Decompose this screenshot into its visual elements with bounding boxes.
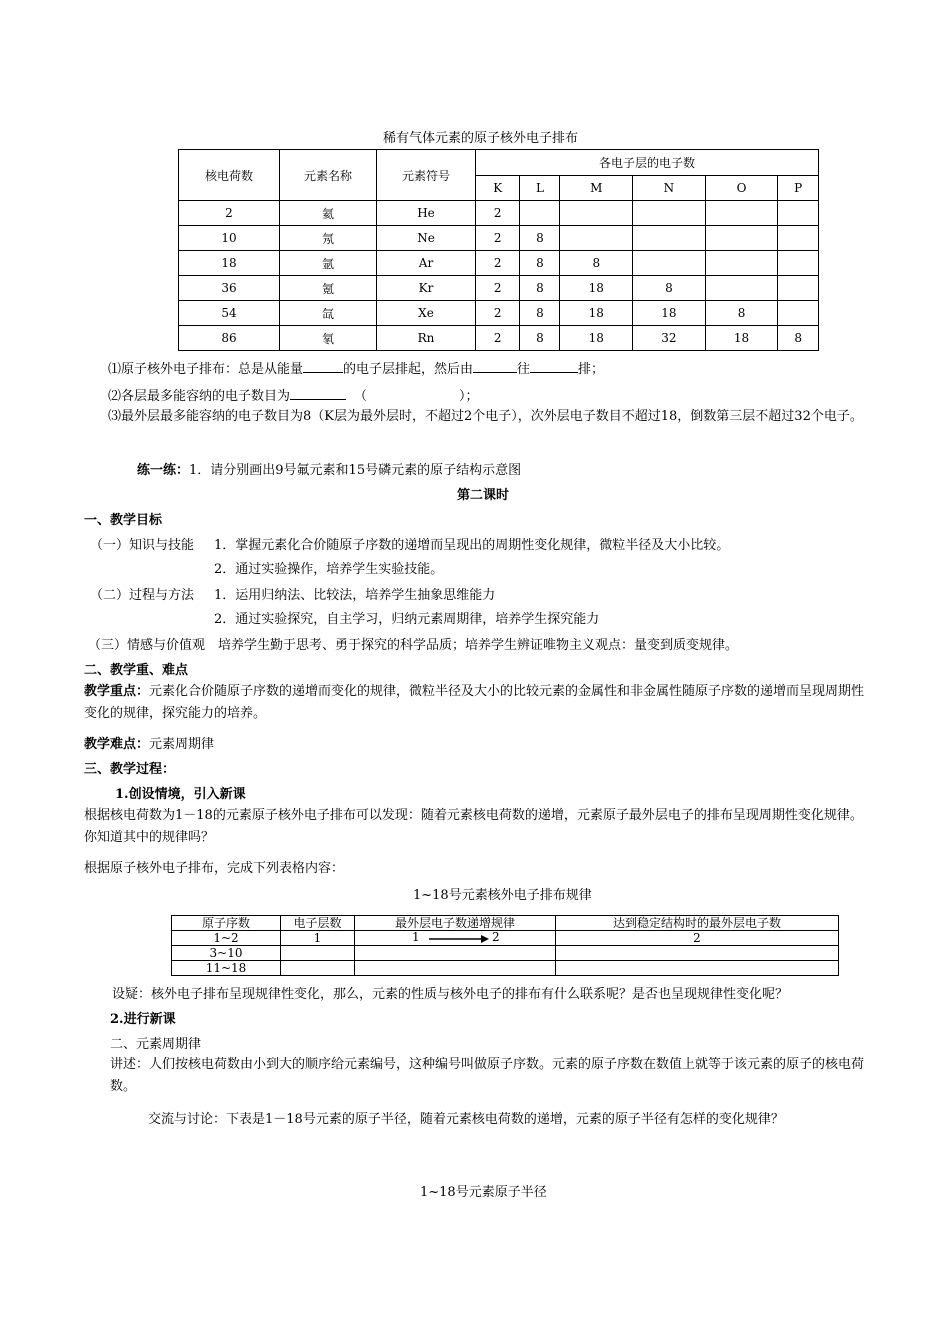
table-row	[172, 961, 839, 976]
cell: 氩	[280, 251, 377, 276]
cell: 11~18	[172, 961, 281, 976]
practice-label: 练一练：	[137, 463, 190, 478]
cell: 10	[179, 226, 280, 251]
note-1	[108, 358, 604, 377]
goals-heading: 一、教学目标	[84, 513, 163, 528]
cell: 1~2	[172, 931, 281, 946]
fill-blank[interactable]	[303, 360, 343, 373]
focus-heading: 二、教学重、难点	[84, 663, 189, 678]
narration	[110, 1054, 868, 1098]
cell: 氡	[280, 326, 377, 351]
cell: 2	[476, 226, 520, 251]
table3-caption: 1~18号元素原子半径	[420, 1185, 547, 1200]
goal-3: （三）情感与价值观 培养学生勤于思考、勇于探究的科学品质；培养学生辨证唯物主义观点：量变到质变规律。	[88, 638, 739, 653]
process-heading: 三、教学过程：	[84, 762, 176, 777]
cell	[705, 226, 778, 251]
note-2-text-c: ）；	[459, 389, 479, 404]
cell: 18	[560, 301, 633, 326]
cell	[560, 226, 633, 251]
step-2: 2.进行新课	[110, 1012, 176, 1027]
cell	[705, 276, 778, 301]
cell: 3~10	[172, 946, 281, 961]
cell: 8	[520, 276, 560, 301]
cell	[633, 251, 706, 276]
table-row	[179, 326, 819, 351]
cell: 8	[633, 276, 706, 301]
note-2-text-a: ⑵各层最多能容纳的电子数目为	[108, 389, 291, 404]
cell: 2	[476, 251, 520, 276]
cell	[778, 201, 819, 226]
cell: 8	[560, 251, 633, 276]
cell	[633, 201, 706, 226]
cell: 54	[179, 301, 280, 326]
narration-text: 讲述：人们按核电荷数由小到大的顺序给元素编号，这种编号叫做原子序数。元素的原子序数在数值上就等于该元素的原子的核电荷数。	[110, 1057, 865, 1094]
cell	[705, 251, 778, 276]
table-row	[179, 301, 819, 326]
cell	[778, 301, 819, 326]
table-row	[172, 931, 839, 946]
note-1-text-d: 排；	[578, 362, 605, 377]
header-outer-rule: 最外层电子数递增规律	[355, 916, 556, 931]
discussion: 交流与讨论：下表是1－18号元素的原子半径，随着元素核电荷数的递增，元素的原子半径有怎样的变化规律？	[148, 1112, 784, 1127]
cell: Xe	[377, 301, 476, 326]
goal-1-label: （一）知识与技能	[90, 538, 195, 553]
cell	[560, 201, 633, 226]
focus-paragraph	[84, 681, 869, 725]
cell: 18	[705, 326, 778, 351]
cell: 2	[476, 201, 520, 226]
cell: 32	[633, 326, 706, 351]
cell[interactable]	[355, 946, 556, 961]
cell: 8	[520, 326, 560, 351]
cell[interactable]	[556, 946, 839, 961]
electron-rule-table	[171, 915, 839, 976]
header-shells: 各电子层的电子数	[476, 150, 819, 176]
shell-l: L	[520, 176, 560, 201]
step-1: 1.创设情境，引入新课	[115, 787, 246, 802]
table-row	[172, 946, 839, 961]
intro-paragraph: 根据核电荷数为1－18的元素原子核外电子排布可以发现：随着元素核电荷数的递增，元素原子最外层电子的排布呈现周期性变化规律。你知道其中的规律吗？	[84, 808, 863, 845]
goal-2-item-1: 1．运用归纳法、比较法，培养学生抽象思维能力	[214, 588, 496, 603]
cell	[633, 226, 706, 251]
note-2	[108, 385, 479, 404]
fill-blank[interactable]	[530, 360, 578, 373]
difficulty-text: 元素周期律	[149, 737, 215, 752]
focus-label: 教学重点：	[84, 684, 150, 699]
cell: 2	[179, 201, 280, 226]
cell	[355, 931, 556, 946]
note-1-text-a: ⑴原子核外电子排布：总是从能量	[108, 362, 304, 377]
goal-2-item-2: 2．通过实验探究，自主学习，归纳元素周期律，培养学生探究能力	[214, 612, 600, 627]
header-shell-count: 电子层数	[281, 916, 355, 931]
cell	[778, 226, 819, 251]
goal-2-label: （二）过程与方法	[90, 588, 195, 603]
table-row	[179, 201, 819, 226]
cell: 18	[560, 276, 633, 301]
outer-start: 1	[412, 930, 420, 944]
note-2-text-b: （	[354, 389, 368, 404]
cell	[705, 201, 778, 226]
goal-1-item-2: 2．通过实验操作，培养学生实验技能。	[214, 562, 444, 577]
cell: He	[377, 201, 476, 226]
cell: 86	[179, 326, 280, 351]
table-row	[179, 226, 819, 251]
cell: 8	[520, 301, 560, 326]
cell	[778, 251, 819, 276]
table-row	[179, 276, 819, 301]
note-1-text-c: 往	[517, 362, 531, 377]
practice	[137, 459, 521, 478]
cell[interactable]	[281, 961, 355, 976]
cell: Kr	[377, 276, 476, 301]
table2-caption: 1~18号元素核外电子排布规律	[413, 888, 592, 903]
table-row	[179, 251, 819, 276]
cell: 8	[520, 251, 560, 276]
shell-o: O	[705, 176, 778, 201]
cell: 18	[633, 301, 706, 326]
practice-text: 1．请分别画出9号氟元素和15号磷元素的原子结构示意图	[189, 463, 522, 478]
noble-gas-table	[178, 149, 819, 351]
header-charge: 核电荷数	[179, 150, 280, 201]
cell[interactable]	[355, 961, 556, 976]
cell: 8	[705, 301, 778, 326]
fill-blank[interactable]	[290, 387, 346, 400]
note-3: ⑶最外层最多能容纳的电子数目为8（K层为最外层时，不超过2个电子），次外层电子数目不超过18，倒数第三层不超过32个电子。	[108, 409, 863, 424]
cell: 18	[560, 326, 633, 351]
header-atomic-number: 原子序数	[172, 916, 281, 931]
cell: 氖	[280, 226, 377, 251]
header-stable-outer: 达到稳定结构时的最外层电子数	[556, 916, 839, 931]
outer-end: 2	[492, 930, 500, 944]
header-name: 元素名称	[280, 150, 377, 201]
section-heading: 二、元素周期律	[110, 1037, 202, 1052]
shell-p: P	[778, 176, 819, 201]
cell: 2	[476, 301, 520, 326]
cell: 氦	[280, 201, 377, 226]
cell[interactable]	[281, 946, 355, 961]
cell: Rn	[377, 326, 476, 351]
cell: 2	[556, 931, 839, 946]
difficulty	[84, 733, 214, 752]
cell	[778, 276, 819, 301]
cell: Ar	[377, 251, 476, 276]
cell: 2	[476, 276, 520, 301]
note-1-text-b: 的电子层排起，然后由	[343, 362, 474, 377]
cell: 36	[179, 276, 280, 301]
shell-n: N	[633, 176, 706, 201]
cell: 8	[520, 226, 560, 251]
cell: 18	[179, 251, 280, 276]
cell	[520, 201, 560, 226]
intro-paragraph-2: 根据原子核外电子排布，完成下列表格内容：	[84, 861, 345, 876]
question: 设疑：核外电子排布呈现规律性变化，那么，元素的性质与核外电子的排布有什么联系呢？是否也呈现规律性变化呢？	[112, 987, 789, 1002]
shell-k: K	[476, 176, 520, 201]
table1-caption: 稀有气体元素的原子核外电子排布	[383, 131, 579, 146]
focus-text: 元素化合价随原子序数的递增而变化的规律，微粒半径及大小的比较元素的金属性和非金属性随原子序数的递增而呈现周期性变化的规律，探究能力的培养。	[84, 684, 865, 721]
goal-1-item-1: 1．掌握元素化合价随原子序数的递增而呈现出的周期性变化规律，微粒半径及大小比较。	[214, 538, 730, 553]
header-symbol: 元素符号	[377, 150, 476, 201]
cell: 氪	[280, 276, 377, 301]
arrow-icon	[429, 934, 489, 944]
cell: 氙	[280, 301, 377, 326]
shell-m: M	[560, 176, 633, 201]
cell: 2	[476, 326, 520, 351]
difficulty-label: 教学难点：	[84, 737, 150, 752]
cell: 8	[778, 326, 819, 351]
cell: Ne	[377, 226, 476, 251]
lesson2-title: 第二课时	[457, 488, 510, 503]
cell: 1	[281, 931, 355, 946]
cell[interactable]	[556, 961, 839, 976]
fill-blank[interactable]	[473, 360, 517, 373]
